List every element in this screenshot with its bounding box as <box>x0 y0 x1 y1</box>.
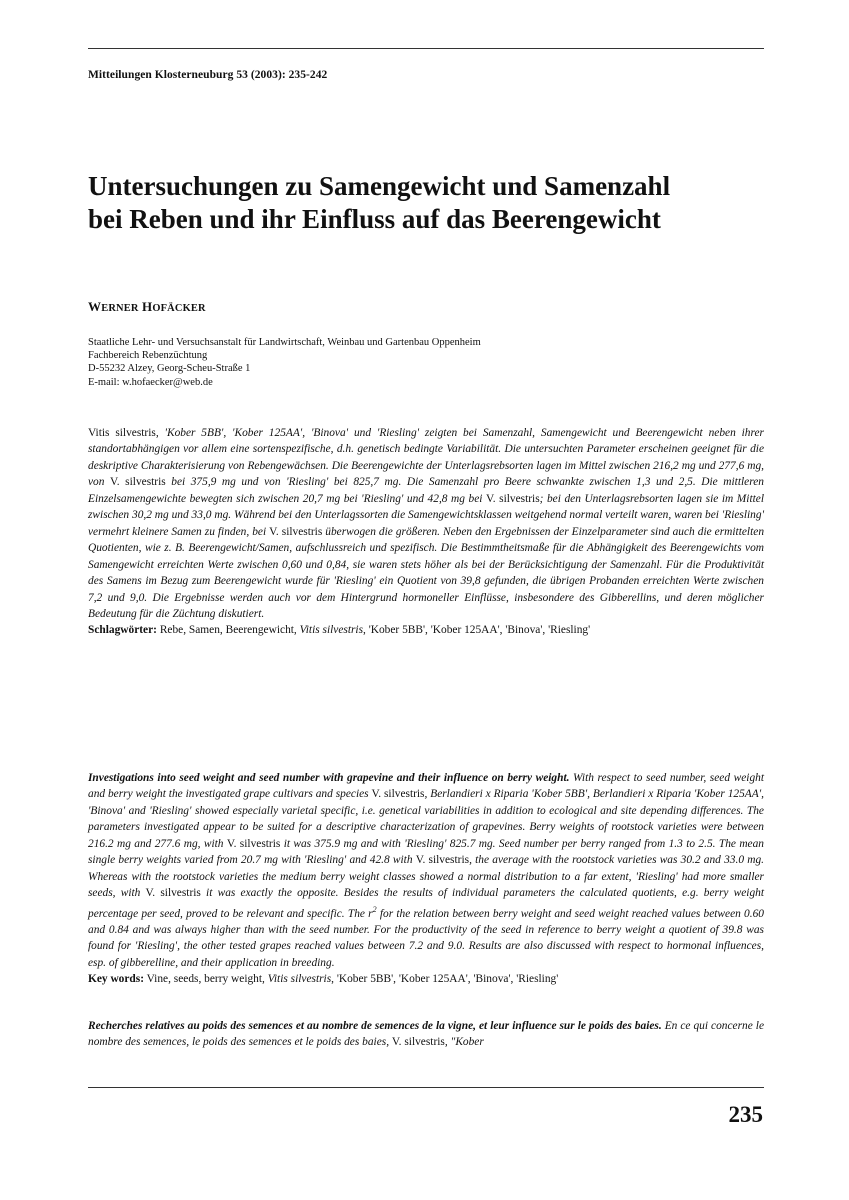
journal-citation: Mitteilungen Klosterneuburg 53 (2003): 235-242 <box>88 69 328 81</box>
header-rule <box>88 48 764 49</box>
affiliation-address: D-55232 Alzey, Georg-Scheu-Straße 1 <box>88 363 251 375</box>
abstract-german-text: Vitis silvestris, 'Kober 5BB', 'Kober 125AA', 'Binova' und 'Riesling' zeigten bei Samenzahl, Samengewicht und Beerengewicht neben ihrer standortabhängigen vor allem eine sortenspezifische, d.h. genetisch bedingte Variabilität. Die untersuchten Parameter erscheinen geeignet für die deskriptive Charakterisierung von Rebengewächsen. Die Beerengewichte der Unterlagsrebsorten lagen im Mittel zwischen 216,2 mg und 277,6 mg, von V. silvestris bei 375,9 mg und von 'Riesling' bei 825,7 mg. Die Samenzahl pro Beere schwankte zwischen 1,3 und 2,5. Die mittleren Einzelsamengewichte bewegten sich zwischen 20,7 mg bei 'Riesling' und 42,8 mg bei V. silvestris; bei den Unterlagsrebsorten lagen sie im Mittel zwischen 30,2 mg und 33,0 mg. Während bei den Unterlagssorten die Samengewichtsklassen weitgehend normal verteilt waren, waren bei 'Riesling' vermehrt kleinere Samen zu finden, bei V. silvestris überwogen die größeren. Neben den Ergebnissen der Einzelparameter sind auch die ermittelten Quotienten, wie z. B. Beerengewicht/Samen, aufschlussreich und spezifisch. Die Bestimmtheitsmaße für die Abhängigkeit des Beerengewichts vom Samengewicht erreichten Werte zwischen 0,60 und 0,84, sie waren stets höher als bei der Berücksichtigung der Samenzahl. Für die Produktivität des Samens im Bezug zum Beerengewicht wurde für 'Riesling' ein Quotient von 39,8 gefunden, die übrigen Probanden erreichten Werte zwischen 7,2 und 9,0. Die Ergebnisse werden auch vor dem Hintergrund hormoneller Einflüsse, insbesondere des Gibberellins, und deren möglicher Bedeutung für die Züchtung diskutiert. <box>88 427 765 620</box>
author-name: WERNER HOFÄCKER <box>88 299 206 314</box>
abstract-french <box>88 1018 764 1051</box>
abstract-german <box>88 425 764 639</box>
affiliation-institution: Staatliche Lehr- und Versuchsanstalt für Landwirtschaft, Weinbau und Gartenbau Oppenheim <box>88 337 481 348</box>
title-line-1: Untersuchungen zu Samengewicht und Samenzahl <box>88 171 671 201</box>
abstract-french-text: Recherches relatives au poids des semences et au nombre de semences de la vigne, et leur influence sur le poids des baies. En ce qui concerne le nombre des semences, le poids des semences et le poids des baies, V. silvestris, "Kober <box>88 1020 765 1049</box>
footer-rule <box>88 1087 764 1088</box>
article-title <box>88 170 768 236</box>
french-abstract-title: Recherches relatives au poids des semences et au nombre de semences de la vigne, et leur influence sur le poids des baies. <box>88 1020 662 1032</box>
abstract-english <box>88 770 764 988</box>
english-abstract-title: Investigations into seed weight and seed number with grapevine and their influence on berry weight. <box>88 772 570 784</box>
affiliation-department: Fachbereich Rebenzüchtung <box>88 350 208 362</box>
author-affiliation <box>88 336 481 389</box>
german-keywords: Schlagwörter: Rebe, Samen, Beerengewicht, Vitis silvestris, 'Kober 5BB', 'Kober 125AA', 'Binova', 'Riesling' <box>88 624 591 637</box>
abstract-english-text: Investigations into seed weight and seed number with grapevine and their influence on berry weight. With respect to seed number, seed weight and berry weight the investigated grape cultivars and species V. silvestris, Berlandieri x Riparia 'Kober 5BB', Berlandieri x Riparia 'Kober 125AA', 'Binova' and 'Riesling' showed especially varietal specific, i.e. genetical variabilities in addition to ecological and site depending differences. The parameters investigated appear to be suited for a descriptive characterization of grapevines. Berry weights of rootstock varieties were between 216.2 mg and 277.6 mg, with V. silvestris it was 375.9 mg and with 'Riesling' 825.7 mg. Seed number per berry ranged from 1.3 to 2.5. The mean single berry weights varied from 20.7 mg with 'Riesling' and 42.8 with V. silvestris, the average with the rootstock varieties was 30.2 and 33.0 mg. Whereas with the rootstock varieties the medium berry weight classes showed a normal distribution to a far extent, 'Riesling' had more smaller seeds, with V. silvestris it was exactly the opposite. Besides the results of individual parameters the calculated quotients, e.g. berry weight percentage per seed, proved to be relevant and specific. The $r^2$ for the relation between berry weight and seed weight reached values between 0.60 and 0.84 and was always higher than with the seed number. For the productivity of the seed in reference to berry weight a quotient of 39.8 was found for 'Riesling', the other tested grapes reached values between 7.2 and 9.0. Results are also discussed with respect to hormonal influences, esp. of gibberelline, and their application in breeding. <box>88 772 765 969</box>
page-number: 235 <box>728 1102 763 1127</box>
affiliation-email[interactable]: E-mail: w.hofaecker@web.de <box>88 376 213 388</box>
english-keywords: Key words: Vine, seeds, berry weight, Vitis silvestris, 'Kober 5BB', 'Kober 125AA', 'Binova', 'Riesling' <box>88 973 559 986</box>
title-line-2: bei Reben und ihr Einfluss auf das Beerengewicht <box>88 204 661 234</box>
